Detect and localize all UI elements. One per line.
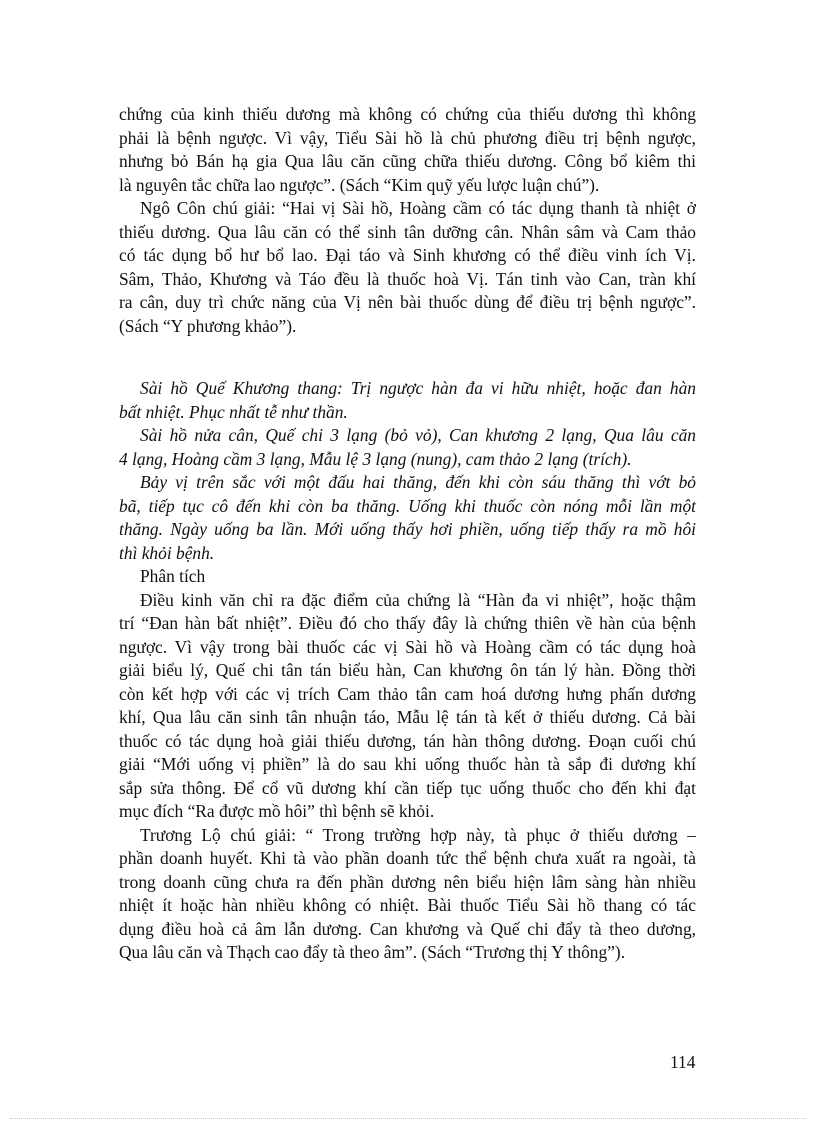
- text-line: Qua lâu căn và Thạch cao đẩy tà theo âm”. (Sách “Trương thị Y thông”).: [119, 942, 626, 962]
- text-line: Ngô Côn chú giải: “Hai vị Sài hồ, Hoàng cầm có tác dụng thanh tà nhiệt ở: [140, 198, 696, 218]
- text-line: nhưng bỏ Bán hạ gia Qua lâu căn cũng chữa thiếu dương. Công bổ kiêm thi: [119, 151, 696, 171]
- text-line: giải biểu lý, Quế chi tân tán biểu hàn, Can khương ôn tán lý hàn. Đồng thời: [119, 660, 696, 680]
- text-line: ra cân, duy trì chức năng của Vị nên bài thuốc dùng để điều trị bệnh ngược”.: [119, 292, 696, 312]
- text-line: sắp sửa thông. Để cổ vũ dương khí cần tiếp tục uống thuốc cho đến khi đạt: [119, 778, 696, 798]
- text-line: có tác dụng bổ hư bổ lao. Đại táo và Sinh khương có thể điều vinh ích Vị.: [119, 245, 696, 265]
- text-line-italic: 4 lạng, Hoàng cầm 3 lạng, Mẫu lệ 3 lạng (nung), cam thảo 2 lạng (trích).: [119, 449, 632, 469]
- text-line-italic: Bảy vị trên sắc với một đấu hai thăng, đến khi còn sáu thăng thì vớt bỏ: [140, 472, 696, 492]
- text-line: là nguyên tắc chữa lao ngược”. (Sách “Kim quỹ yếu lược luận chú”).: [119, 175, 600, 195]
- text-line: dụng điều hoà cả âm lẫn dương. Can khương và Quế chi đẩy tà theo dương,: [119, 919, 696, 939]
- page-bottom-divider: [10, 1118, 806, 1119]
- text-line: thiếu dương. Qua lâu căn có thể sinh tân dưỡng cân. Nhân sâm và Cam thảo: [119, 222, 696, 242]
- text-line-italic: thì khỏi bệnh.: [119, 543, 215, 563]
- page-number: 114: [670, 1052, 696, 1072]
- text-line-italic: thăng. Ngày uống ba lần. Mới uống thấy hơi phiền, uống tiếp thấy ra mồ hôi: [119, 519, 696, 539]
- text-line: Điều kinh văn chỉ ra đặc điểm của chứng là “Hàn đa vi nhiệt”, hoặc thậm: [140, 590, 696, 610]
- text-line: nhiệt ít hoặc hàn nhiều không có nhiệt. Bài thuốc Tiểu Sài hồ thang có tác: [119, 895, 696, 915]
- text-line-italic: bất nhiệt. Phục nhất tễ như thần.: [119, 402, 348, 422]
- text-line: phần doanh huyết. Khi tà vào phần doanh tức thể bệnh chưa xuất ra ngoài, tà: [119, 848, 696, 868]
- text-line-italic: Sài hồ Quế Khương thang: Trị ngược hàn đa vi hữu nhiệt, hoặc đan hàn: [140, 378, 696, 398]
- section-heading: Phân tích: [140, 566, 206, 586]
- text-line: trong doanh cũng chưa ra đến phần dương nên biểu hiện lâm sàng hàn nhiều: [119, 872, 696, 892]
- text-line: ngược. Vì vậy trong bài thuốc các vị Sài hồ và Hoàng cầm có tác dụng hoà: [119, 637, 696, 657]
- text-line: còn kết hợp với các vị trích Cam thảo tân cam hoá dương hưng phấn dương: [119, 684, 696, 704]
- text-line: thuốc có tác dụng hoà giải thiếu dương, tán hàn thông dương. Đoạn cuối chú: [119, 731, 696, 751]
- text-line: (Sách “Y phương khảo”).: [119, 316, 297, 336]
- text-line: trí “Đan hàn bất nhiệt”. Điều đó cho thấy đây là chứng thiên về hàn của bệnh: [119, 613, 696, 633]
- text-line: mục đích “Ra được mồ hôi” thì bệnh sẽ khỏi.: [119, 801, 435, 821]
- text-line-italic: bã, tiếp tục cô đến khi còn ba thăng. Uống khi thuốc còn nóng mỗi lần một: [119, 496, 696, 516]
- text-line-italic: Sài hồ nửa cân, Quế chi 3 lạng (bỏ vỏ), Can khương 2 lạng, Qua lâu căn: [140, 425, 696, 445]
- text-line: giải “Mới uống vị phiền” là do sau khi uống thuốc hàn tà sắp đi dương khí: [119, 754, 696, 774]
- text-line: Sâm, Thảo, Khương và Táo đều là thuốc hoà Vị. Tán tinh vào Can, tràn khí: [119, 269, 696, 289]
- text-line: khí, Qua lâu căn sinh tân nhuận táo, Mẫu lệ tán tà kết ở thiếu dương. Cả bài: [119, 707, 696, 727]
- text-line: phải là bệnh ngược. Vì vậy, Tiểu Sài hồ là chủ phương điều trị bệnh ngược,: [119, 128, 696, 148]
- text-line: chứng của kinh thiếu dương mà không có chứng của thiếu dương thì không: [119, 104, 696, 124]
- text-line: Trương Lộ chú giải: “ Trong trường hợp này, tà phục ở thiếu dương –: [140, 825, 696, 845]
